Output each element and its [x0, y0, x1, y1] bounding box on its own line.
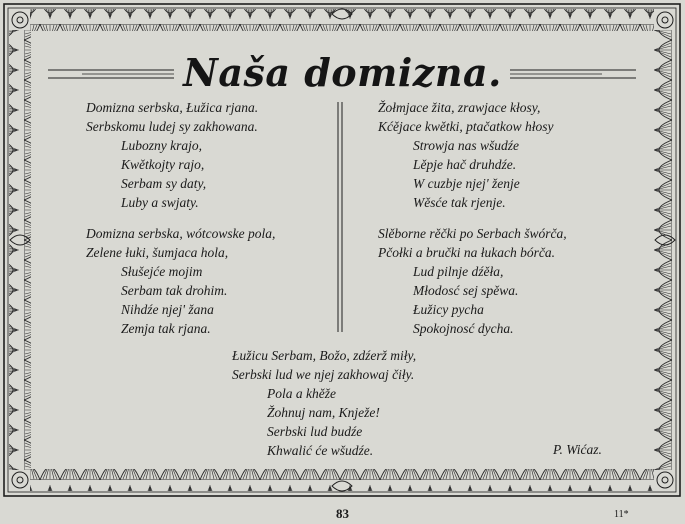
poem-line: Serbam sy daty,	[121, 176, 207, 191]
poem-line: Žołmjace žita, zrawjace kłosy,	[378, 100, 541, 115]
poem-title: Naša domizna.	[183, 50, 502, 95]
poem-line: Nihdźe njej' žana	[121, 302, 214, 317]
poem-line: Pola a khěže	[267, 386, 336, 401]
poem-line: Domizna serbska, wótcowske pola,	[86, 226, 276, 241]
poem-line: Serbskomu ludej sy zakhowana.	[86, 119, 258, 134]
stanza-4	[378, 224, 567, 338]
poem-line: Zelene łuki, šumjaca hola,	[86, 245, 229, 260]
poem-line: W cuzbje njej' ženje	[413, 176, 520, 191]
poem-line: Lěpje hač druhdźe.	[413, 157, 517, 172]
poem-line: Łužicy pycha	[413, 302, 484, 317]
stanza-2	[86, 224, 275, 338]
poem-line: Žohnuj nam, Knježe!	[267, 405, 380, 420]
poem-line: Pčołki a bručki na łukach bórča.	[378, 245, 555, 260]
poem-line: Luby a swjaty.	[121, 195, 199, 210]
poem-author: P. Wićaz.	[553, 442, 602, 457]
poem-line: Domizna serbska, Łužica rjana.	[86, 100, 259, 115]
poem-line: Lubozny krajo,	[121, 138, 202, 153]
stanza-1	[86, 98, 258, 212]
signature-mark: 11*	[614, 509, 629, 520]
poem-line: Khwalić će wšudźe.	[267, 443, 374, 458]
poem-line: Kćějace kwětki, ptačatkow hłosy	[378, 119, 554, 134]
poem-line: Łužicu Serbam, Božo, zdźerž miły,	[232, 348, 417, 363]
poem-line: Serbski lud we njej zakhowaj čiły.	[232, 367, 415, 382]
poem-line: Słušejće mojim	[121, 264, 203, 279]
poem-line: Serbski lud budźe	[267, 424, 363, 439]
poem-line: Spokojnosć dycha.	[413, 321, 514, 336]
poem-line: Lud pilnje dźěła,	[413, 264, 504, 279]
page-number: 83	[336, 506, 349, 521]
poem-line: Zemja tak rjana.	[121, 321, 211, 336]
stanza-5	[232, 346, 416, 460]
stanza-3	[378, 98, 553, 212]
poem-line: Serbam tak drohim.	[121, 283, 228, 298]
poem-line: Wěsće tak rjenje.	[413, 195, 506, 210]
poem-line: Strowja nas wšudźe	[413, 138, 520, 153]
poem-line: Młodosć sej spěwa.	[413, 283, 519, 298]
poem-line: Kwětkojty rajo,	[121, 157, 205, 172]
poem-line: Slěborne rěčki po Serbach šwórča,	[378, 226, 567, 241]
